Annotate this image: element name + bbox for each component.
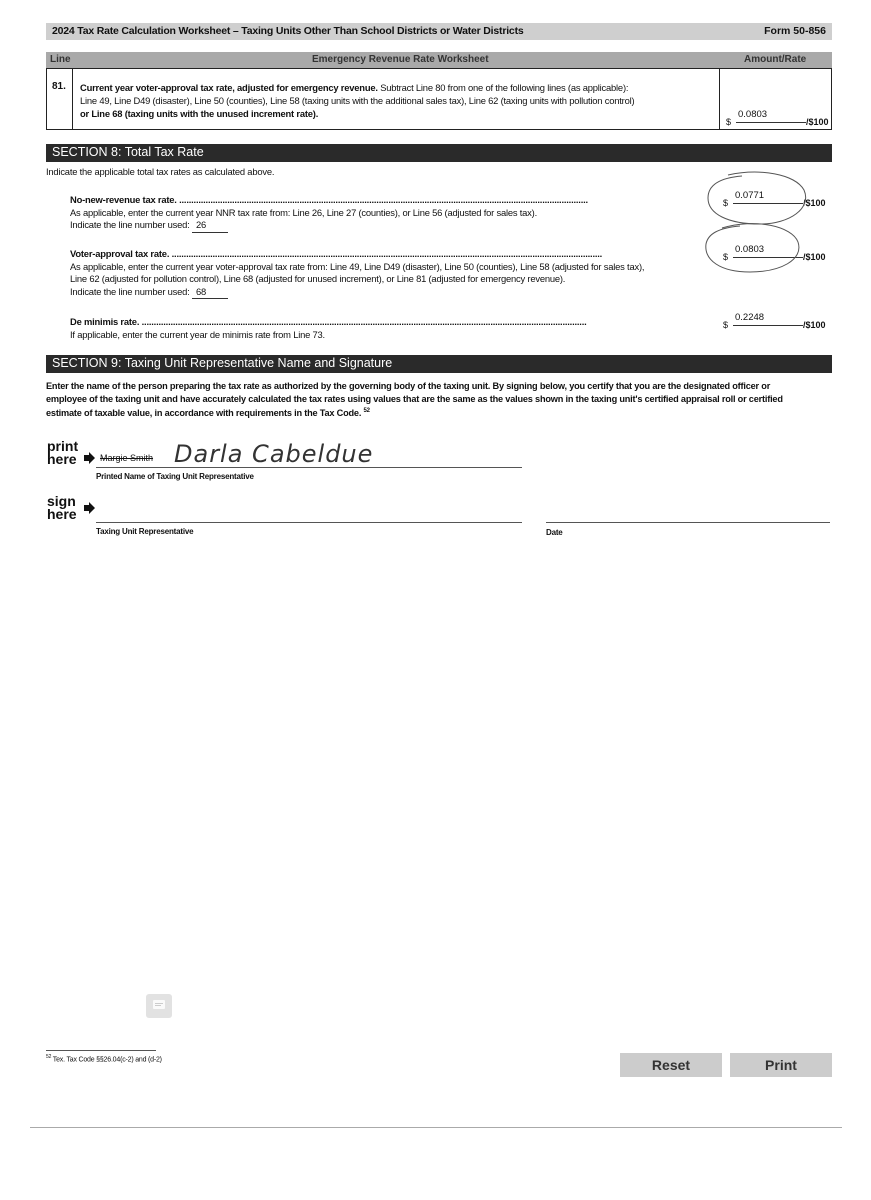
bottom-rule xyxy=(30,1127,842,1128)
dollar-sign: $ xyxy=(726,117,732,127)
footnote-text: Tex. Tax Code §§26.04(c-2) and (d-2) xyxy=(52,1056,162,1064)
line-81-desc-2: Line 49, Line D49 (disaster), Line 50 (counties), Line 58 (taxing units with the additional sales tax), Line 62 (taxing units with pollution control) xyxy=(80,95,635,106)
footnote-marker: 52 xyxy=(46,1054,52,1060)
handwritten-circles xyxy=(700,168,830,288)
form-header-bar xyxy=(46,23,832,40)
circle-mark-nnr xyxy=(708,172,806,224)
section-9-para-1: Enter the name of the person preparing the tax rate as authorized by the governing body of the taxing unit. By signing below, you certify that you are the designated officer or xyxy=(46,381,771,391)
footnote-ref-52: 52 xyxy=(363,408,370,414)
footnote xyxy=(46,1054,162,1063)
form-number: Form 50-856 xyxy=(764,25,826,37)
nnr-line-prompt: Indicate the line number used: xyxy=(70,219,190,230)
printed-name-label: Printed Name of Taxing Unit Representative xyxy=(96,472,254,481)
print-here-word-1: print xyxy=(47,438,79,454)
dollar-sign: $ xyxy=(723,320,729,330)
per-100-unit: /$100 xyxy=(803,198,826,208)
line-81-desc-1: Subtract Line 80 from one of the following lines (as applicable): xyxy=(380,82,629,93)
dollar-sign: $ xyxy=(723,252,729,262)
voter-approval-line-used-field[interactable]: 68 xyxy=(192,286,228,300)
line-81-amount-cell xyxy=(719,69,832,129)
de-minimis-label-row: De minimis rate. ......................................................................................................................................................................................... xyxy=(70,316,587,327)
footnote-rule xyxy=(46,1050,156,1051)
dollar-sign: $ xyxy=(723,198,729,208)
voter-approval-value-field[interactable]: 0.0803 xyxy=(733,244,803,258)
sign-here-label xyxy=(47,495,77,521)
nnr-label: No-new-revenue tax rate. xyxy=(70,194,177,205)
nnr-description: As applicable, enter the current year NNR tax rate from: Line 26, Line 27 (counties), or Line 56 (adjusted for sales tax). xyxy=(70,206,537,218)
arrow-right-icon xyxy=(84,502,96,514)
nnr-label-row: No-new-revenue tax rate. .......................................................................................................................................................................... xyxy=(70,194,588,205)
nnr-line-used-field[interactable]: 26 xyxy=(192,219,228,233)
per-100-unit: /$100 xyxy=(806,117,829,127)
section-9-para-3-row xyxy=(46,405,832,420)
signature-label: Taxing Unit Representative xyxy=(96,527,194,536)
printed-name-field[interactable]: Margie Smith xyxy=(100,453,154,463)
section-9-header xyxy=(46,355,832,373)
voter-approval-desc-1: As applicable, enter the current year voter-approval tax rate from: Line 49, Line D49 (disaster), Line 50 (counties), Line 58 (adjusted for sales tax), xyxy=(70,260,645,272)
voter-approval-block xyxy=(70,248,704,299)
section-9-title: SECTION 9: Taxing Unit Representative Name and Signature xyxy=(52,356,393,370)
line-81-number: 81. xyxy=(47,69,73,129)
date-field[interactable] xyxy=(546,522,830,523)
section-8-title: SECTION 8: Total Tax Rate xyxy=(52,145,204,159)
form-title: 2024 Tax Rate Calculation Worksheet – Taxing Units Other Than School Districts or Water Districts xyxy=(52,25,524,37)
line-81-amount xyxy=(726,109,836,127)
de-minimis-label: De minimis rate. xyxy=(70,316,140,327)
per-100-unit: /$100 xyxy=(803,320,826,330)
line-81-bold-text: Current year voter-approval tax rate, adjusted for emergency revenue. xyxy=(80,82,378,93)
de-minimis-amount xyxy=(723,312,833,330)
arrow-right-icon xyxy=(84,452,96,464)
sign-here-word-1: sign xyxy=(47,493,76,509)
voter-approval-line-prompt: Indicate the line number used: xyxy=(70,285,190,297)
line-81-row xyxy=(46,68,832,130)
voter-approval-label: Voter-approval tax rate. xyxy=(70,248,170,259)
worksheet-column-header xyxy=(46,52,832,68)
voter-approval-line-used-row xyxy=(70,286,704,300)
line-81-desc-3: or Line 68 (taxing units with the unused increment rate). xyxy=(80,108,319,119)
nnr-block xyxy=(70,194,704,233)
nnr-line-used-row xyxy=(70,219,704,233)
sign-here-word-2: here xyxy=(47,506,77,522)
worksheet-title: Emergency Revenue Rate Worksheet xyxy=(312,54,489,65)
de-minimis-value-field[interactable]: 0.2248 xyxy=(733,312,803,326)
signature-field[interactable] xyxy=(96,522,522,523)
comment-icon[interactable] xyxy=(146,994,172,1018)
line-81-value-field[interactable]: 0.0803 xyxy=(736,109,806,123)
de-minimis-block xyxy=(70,316,704,341)
de-minimis-description: If applicable, enter the current year de minimis rate from Line 73. xyxy=(70,328,325,340)
section-9-para-2: employee of the taxing unit and have accurately calculated the tax rates using values that are the same as the values shown in the taxing unit's certified appraisal roll or certified xyxy=(46,393,783,404)
amount-column-header: Amount/Rate xyxy=(744,54,807,65)
section-8-intro: Indicate the applicable total tax rates as calculated above. xyxy=(46,166,275,177)
section-9-paragraph xyxy=(46,380,832,420)
voter-approval-desc-2: Line 62 (adjusted for pollution control), Line 68 (adjusted for unused increment), or Line 81 (adjusted for emergency revenue). xyxy=(70,273,566,284)
print-here-word-2: here xyxy=(47,451,77,467)
print-button[interactable]: Print xyxy=(730,1053,832,1077)
handwritten-name: Darla Cabeldue xyxy=(174,440,374,468)
reset-button[interactable]: Reset xyxy=(620,1053,722,1077)
line-column-header: Line xyxy=(50,54,71,65)
date-label: Date xyxy=(546,528,563,537)
print-here-label xyxy=(47,440,78,466)
section-9-para-3: estimate of taxable value, in accordance with requirements in the Tax Code. xyxy=(46,408,362,419)
circle-mark-voter-approval xyxy=(706,224,799,272)
line-81-description xyxy=(80,81,720,120)
section-8-header xyxy=(46,144,832,162)
voter-approval-label-row: Voter-approval tax rate. ................................................................................................................................................................................... xyxy=(70,248,603,259)
per-100-unit: /$100 xyxy=(803,252,826,262)
nnr-value-field[interactable]: 0.0771 xyxy=(733,190,803,204)
